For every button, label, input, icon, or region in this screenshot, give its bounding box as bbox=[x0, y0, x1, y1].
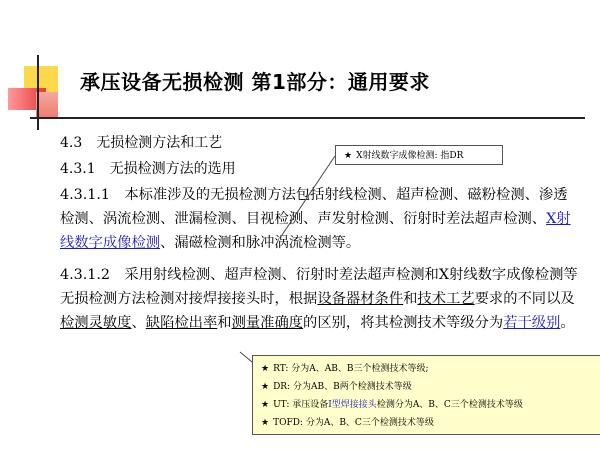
note-dr-text: DR: 分为AB、B两个检测技术等级 bbox=[273, 382, 412, 392]
underline-sensitivity: 检测灵敏度 bbox=[60, 315, 132, 331]
star-icon: ★ bbox=[261, 364, 270, 374]
xray-dr-link[interactable]: X射线数字成像检测 bbox=[60, 211, 571, 251]
para2-and: 和 bbox=[403, 291, 418, 307]
para1-text-a: 4.3.1.1 本标准涉及的无损检测方法包括射线检测、超声检测、磁粉检测、渗透检测、涡流检测、泄漏检测、目视检测、声发射检测、衍射时差法超声检测、 bbox=[60, 187, 568, 227]
para2-text-f: 。 bbox=[560, 315, 575, 331]
para2-text-e: 的区别，将其检测技术等级分为 bbox=[303, 315, 504, 331]
slide-title: 承压设备无损检测 第1部分：通用要求 bbox=[80, 70, 430, 94]
para2-text-c: 、 bbox=[131, 315, 146, 331]
callout-dr-text: X射线数字成像检测: 指DR bbox=[356, 151, 464, 161]
note-tofd-text: TOFD: 分为A、B、C三个检测技术等级 bbox=[273, 418, 434, 428]
note-ut-pre: UT: 承压设备 bbox=[273, 400, 329, 410]
note-row-ut bbox=[261, 396, 600, 414]
star-icon: ★ bbox=[261, 400, 270, 410]
underline-equipment-conditions: 设备器材条件 bbox=[317, 291, 404, 307]
note-ut-joint-type: I型焊接接头 bbox=[328, 400, 377, 410]
note-ut-post: 检测分为A、B、C三个检测技术等级 bbox=[376, 400, 523, 410]
callout-line-levels bbox=[240, 352, 252, 362]
callout-dr-note bbox=[335, 145, 503, 165]
para1-text-b: 、漏磁检测和脉冲涡流检测等。 bbox=[160, 235, 361, 251]
note-row-rt bbox=[261, 360, 600, 378]
para2-text-a: 4.3.1.2 采用射线检测、超声检测、衍射时差法超声检测和X射线数字成像检测等无损检测方法检测对接焊接接头时，根据 bbox=[60, 267, 578, 307]
callout-line-dr bbox=[280, 156, 335, 238]
star-icon: ★ bbox=[261, 418, 270, 428]
note-row-tofd bbox=[261, 414, 600, 432]
underline-measurement-accuracy: 测量准确度 bbox=[231, 315, 304, 331]
note-row-dr bbox=[261, 378, 600, 396]
star-icon: ★ bbox=[261, 382, 270, 392]
para2-text-d: 和 bbox=[217, 315, 232, 331]
para2-text-b: 要求的不同以及 bbox=[474, 291, 575, 307]
underline-detection-rate: 缺陷检出率 bbox=[145, 315, 218, 331]
underline-technical-process: 技术工艺 bbox=[417, 291, 475, 307]
star-icon: ★ bbox=[344, 151, 353, 161]
levels-link[interactable]: 若干级别 bbox=[503, 315, 561, 331]
section-heading-4-3: 4.3 无损检测方法和工艺 bbox=[60, 135, 223, 151]
note-rt-text: RT: 分为A、AB、B三个检测技术等级; bbox=[273, 364, 429, 374]
section-heading-4-3-1: 4.3.1 无损检测方法的选用 bbox=[60, 161, 236, 177]
callout-levels-note bbox=[252, 355, 600, 435]
